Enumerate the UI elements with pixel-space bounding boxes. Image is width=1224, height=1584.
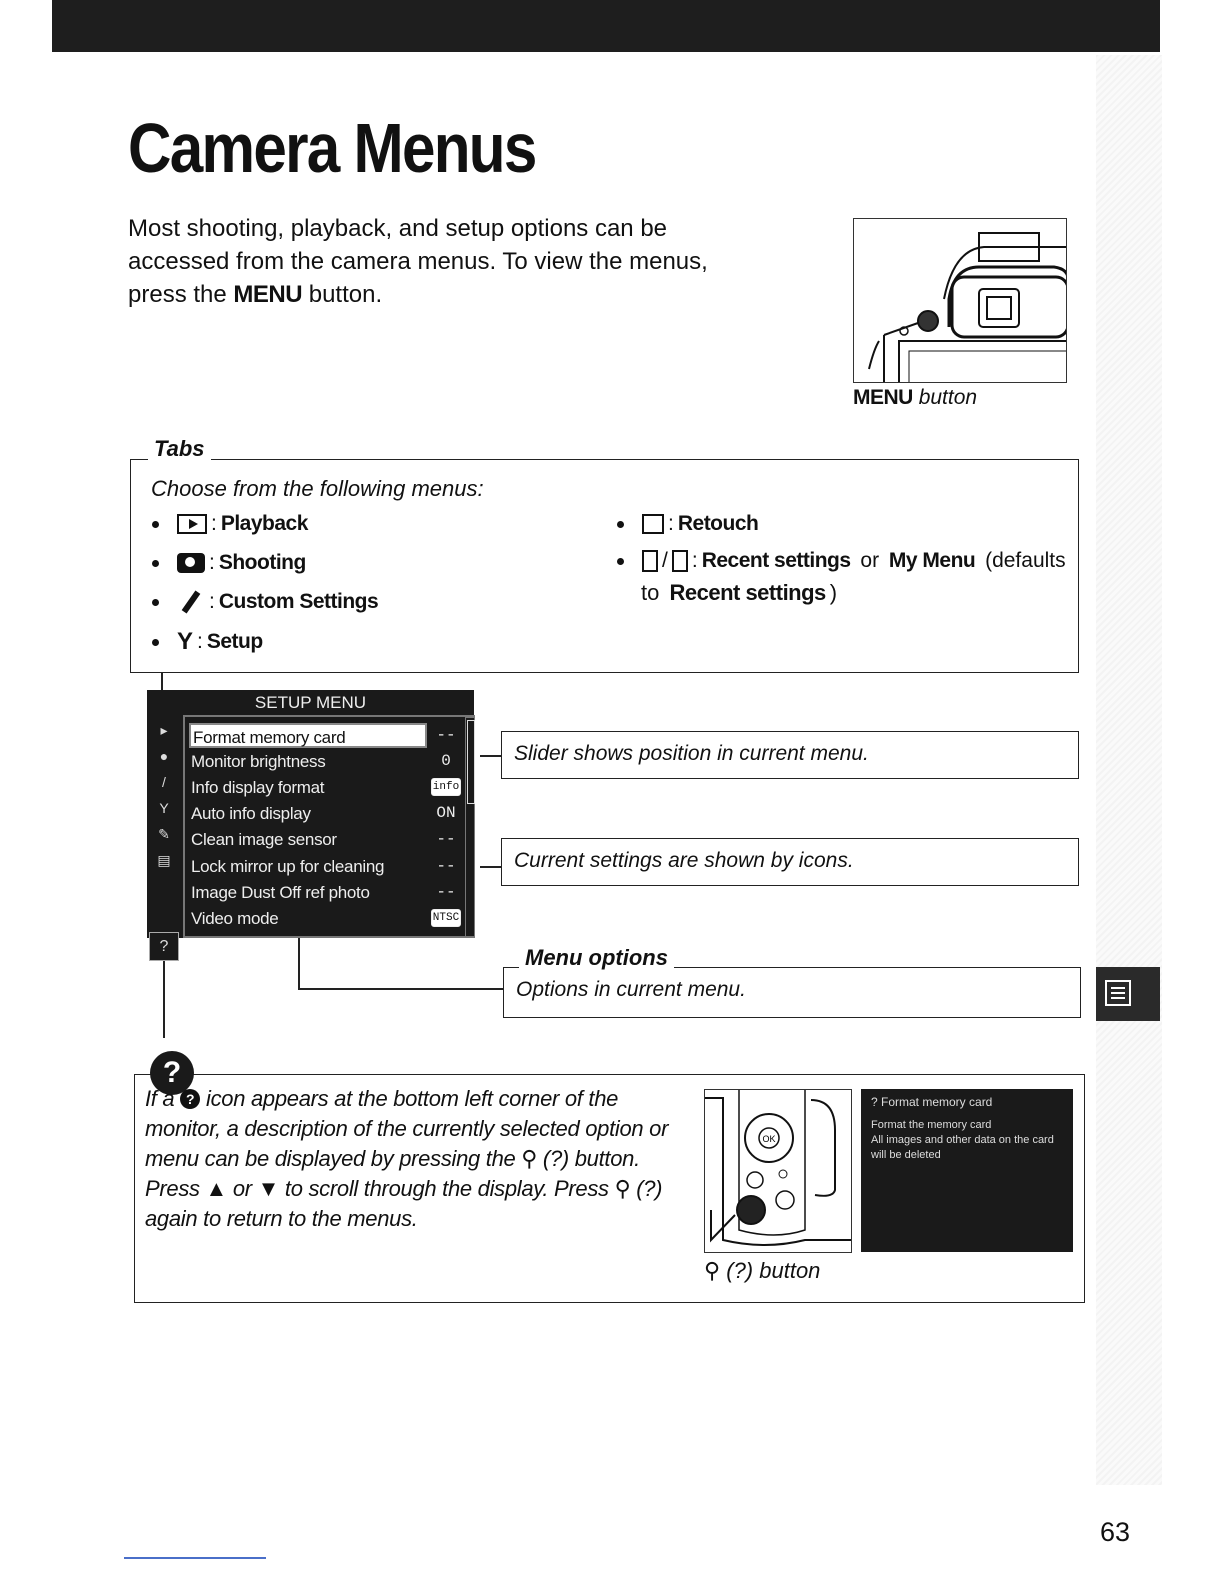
custom-settings-tab-icon[interactable]: / <box>162 774 166 790</box>
zoom-help-icon: ⚲ <box>704 1258 721 1283</box>
help-display-screen: ? Format memory card Format the memory card All images and other data on the card will be deleted <box>861 1089 1073 1252</box>
svg-text:OK: OK <box>762 1134 776 1144</box>
menu-row-video-mode[interactable]: Video mode <box>191 909 279 928</box>
slider-callout: Slider shows position in current menu. <box>501 731 1079 779</box>
camera-menu-button-illustration <box>853 218 1067 383</box>
footer-line <box>124 1557 266 1559</box>
top-banner <box>52 0 1160 52</box>
help-indicator: ? <box>149 932 179 961</box>
tabs-intro: Choose from the following menus: <box>151 476 484 501</box>
setting-value: NTSC <box>431 909 461 927</box>
recent-settings-icon <box>642 550 658 572</box>
help-icon-inline: ? <box>180 1089 200 1109</box>
shooting-icon <box>177 553 205 573</box>
menu-row-lock-mirror-up[interactable]: Lock mirror up for cleaning <box>191 857 385 876</box>
setting-value: ON <box>436 804 456 822</box>
tab-shooting: : Shooting <box>152 551 306 575</box>
section-tab <box>1096 967 1160 1021</box>
setting-value: 0 <box>441 752 451 770</box>
menu-list-icon <box>1105 980 1131 1006</box>
help-text: If a ? icon appears at the bottom left corner of the monitor, a description of the currently selected option or menu can be displayed by pressing the ⚲ (?) button. Press ▲ or ▼ to scroll through the display. Press ⚲ (?) again to return to the menus. <box>145 1086 669 1231</box>
tab-retouch: : Retouch <box>617 512 758 536</box>
camera-back-illustration <box>704 1089 852 1253</box>
help-button-caption: ⚲ (?) button <box>704 1258 821 1283</box>
menu-row-info-display-format[interactable]: Info display format <box>191 778 325 797</box>
menu-row-monitor-brightness[interactable]: Monitor brightness <box>191 752 326 771</box>
pencil-icon <box>182 590 201 613</box>
my-menu-icon <box>672 550 688 572</box>
playback-tab-icon[interactable]: ▸ <box>160 722 168 738</box>
page-title: Camera Menus <box>128 109 536 187</box>
setting-value: -- <box>436 726 456 744</box>
help-icon: ? <box>150 1051 194 1095</box>
recent-tab-icon[interactable]: ▤ <box>157 852 171 868</box>
setting-value: -- <box>436 883 456 901</box>
tab-recent-settings: / : Recent settings or My Menu (defaults <box>617 549 1066 573</box>
menu-row-format-memory-card[interactable]: Format memory card <box>189 723 427 748</box>
tabs-title: Tabs <box>148 436 211 462</box>
menu-row-image-dust-off[interactable]: Image Dust Off ref photo <box>191 883 370 902</box>
recent-defaults-line: to Recent settings ) <box>641 580 838 605</box>
retouch-icon <box>642 514 664 534</box>
intro-paragraph: Most shooting, playback, and setup options can be accessed from the camera menus. To view the menus, press the MENU button. <box>128 215 708 308</box>
playback-icon <box>177 514 207 534</box>
setup-tab-icon[interactable]: Y <box>159 800 169 816</box>
page-edge-strip <box>1096 55 1162 1485</box>
wrench-icon: Y <box>177 628 194 655</box>
setting-value: info <box>431 778 461 796</box>
setup-menu-list <box>183 715 475 938</box>
icons-callout: Current settings are shown by icons. <box>501 838 1079 886</box>
setup-menu-screen <box>147 690 477 955</box>
menu-button-caption: MENU button <box>853 386 978 409</box>
menu-row-clean-image-sensor[interactable]: Clean image sensor <box>191 830 337 849</box>
retouch-tab-icon[interactable]: ✎ <box>158 826 170 842</box>
shooting-tab-icon[interactable]: ● <box>159 748 169 764</box>
menu-options-title: Menu options <box>519 945 674 971</box>
tab-custom-settings: : Custom Settings <box>152 590 378 614</box>
setup-menu-header: SETUP MENU <box>147 690 474 715</box>
setting-value: -- <box>436 857 456 875</box>
menu-tab-column <box>147 715 183 955</box>
tab-playback: : Playback <box>152 512 308 536</box>
tab-setup: Y : Setup <box>152 628 263 656</box>
page-number: 63 <box>1100 1517 1131 1547</box>
menu-row-auto-info-display[interactable]: Auto info display <box>191 804 311 823</box>
setting-value: -- <box>436 830 456 848</box>
options-callout: Options in current menu. <box>503 967 1081 1018</box>
menu-scroll-slider[interactable] <box>465 717 475 937</box>
